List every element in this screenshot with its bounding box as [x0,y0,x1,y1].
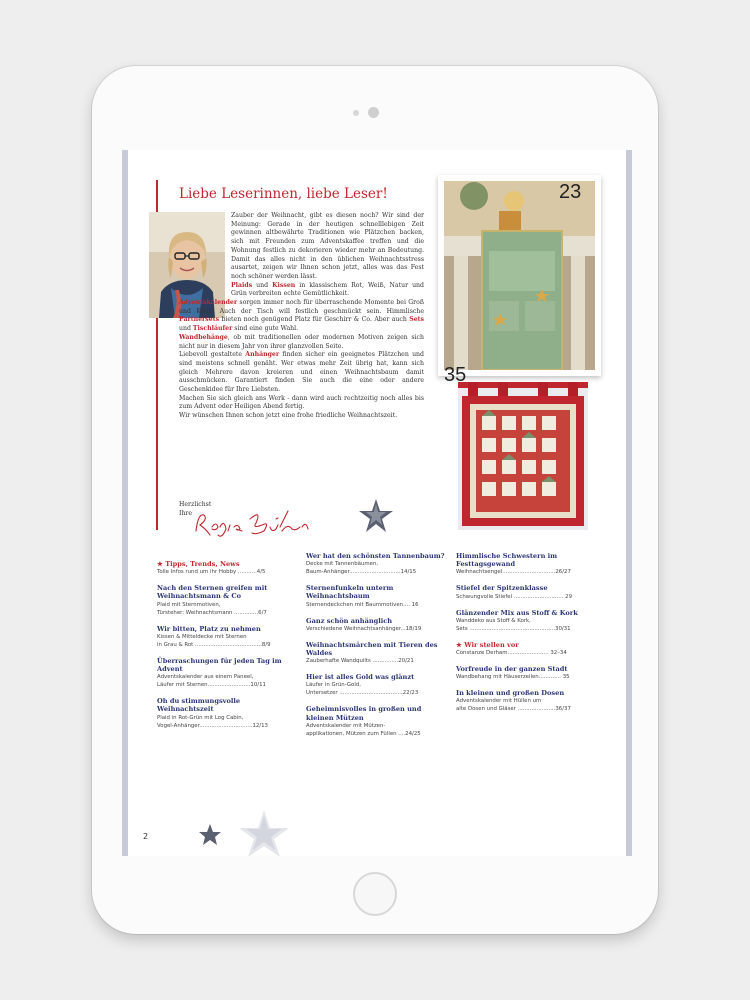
toc-column-1 [157,560,297,738]
toc-detail: Untersetzer .....................................22/23 [306,690,419,697]
toc-detail: Schwungvolle Stiefel ............................. 29 [456,593,573,600]
toc-detail: Vogel-Anhänger...............................12/13 [157,722,268,729]
toc-entry[interactable] [306,641,446,665]
magazine-page[interactable] [122,150,632,856]
intro-paragraph: Plaids und Kissen in klassischem Rot, Weiß, Natur und Grün verbreiten echte Gemütlichkeit. [231,281,425,298]
toc-title: Vorfreude in der ganzen Stadt [456,665,568,674]
photo-page-number: 23 [559,181,582,203]
sign-greeting: Herzlichst [179,501,212,508]
toc-entry[interactable] [306,705,446,737]
toc-detail: Kissen & Mitteldecke mit Sternen [157,633,247,640]
toc-title: Glänzender Mix aus Stoff & Kork [456,608,578,617]
sensor-dot [353,110,359,116]
toc-entry[interactable] [306,584,446,608]
toc-detail: Läufer in Grün-Gold, [306,682,361,689]
toc-entry[interactable] [157,697,297,729]
toc-detail: Plaid in Rot-Grün mit Log Cabin, [157,714,244,721]
toc-title: ★ Wir stellen vor [456,640,519,649]
toc-entry[interactable] [456,609,596,633]
toc-title: Weihnachtsmärchen mit Tieren des Waldes [306,640,438,658]
toc-detail: Adventskalender mit Hüllen um [456,698,542,705]
intro-paragraph: Adventskalender sorgen immer noch für überraschende Momente bei Groß und Klein. Auch der Tisch will festlich geschmückt sein. Himmlische Partnersets bieten noch genügend Platz für Geschirr & Co. Aber auch Sets und Tischläufer sind eine gute Wahl. [179,299,424,333]
toc-title: In kleinen und großen Dosen [456,689,565,698]
toc-entry[interactable] [157,657,297,689]
toc-title: Wir bitten, Platz zu nehmen [157,624,261,633]
front-camera [368,107,379,118]
toc-title: Oh du stimmungsvolle Weihnachtszeit [157,697,241,714]
toc-detail: Adventskalender mit Mützen- [306,722,386,729]
toc-column-3 [456,552,596,721]
intro-paragraph: Zauber der Weihnacht, gibt es diesen noch? Wir sind der Meinung: Gerade in der heutigen schnelllebigen Zeit gewinnen altbewährte Traditionen wie Plätzchen backen, sich mit Freunden zum Adventskaffee treffen und die Wohnung festlich zu dekorieren wieder mehr an Bedeutung. Damit das alles nicht in den üblichen Weihnachtsstress ausartet, zeigen wir Ihnen schon jetzt, alles was das Fest noch schöner werden lässt. [231,212,424,280]
toc-column-2 [306,552,446,746]
toc-detail: Sternendeckchen mit Baummotiven.... 16 [306,601,419,608]
toc-detail: Tolle Infos rund um ihr Hobby ...........4/5 [157,569,266,576]
toc-detail: alte Dosen und Gläser ......................36/37 [456,706,571,713]
intro-paragraph: Wandbehänge, ob mit traditionellen oder modernen Motiven zeigen sich nicht nur in diesem Jahr von ihrer glanzvollen Seite. [179,333,424,350]
toc-entry[interactable] [456,552,596,576]
handwritten-signature [192,505,332,540]
toc-detail: Adventskalender aus einem Paneel, [157,674,254,681]
toc-entry[interactable] [157,584,297,616]
toc-title: Hier ist alles Gold was glänzt [306,673,415,682]
toc-title: Himmlische Schwestern im Festtagsgewand [456,552,558,569]
toc-entry[interactable] [306,673,446,697]
feature-photo-table-runner[interactable] [438,175,601,376]
toc-detail: Türsteher: Weihnachtsmann ..............6/7 [157,609,267,616]
home-button[interactable] [353,872,397,916]
toc-detail: Constanze Derham........................ 32–34 [456,650,567,657]
editorial-text [179,212,424,421]
toc-detail: Plaid mit Sternmotiven, [157,601,221,608]
toc-detail: Wanddeko aus Stoff & Kork, [456,617,531,624]
toc-title: Geheimnisvolles in großen und kleinen Mützen [306,705,422,722]
editorial-heading: Liebe Leserinnen, liebe Leser! [179,186,388,202]
toc-title: Sternenfunkeln unterm Weihnachtsbaum [306,584,394,601]
toc-title: ★ Tipps, Trends, News [157,560,240,568]
toc-title: Nach den Sternen greifen mit Weihnachtsmann & Co [157,584,268,601]
toc-title: Wer hat den schönsten Tannenbaum? [306,552,445,560]
toc-detail: in Grau & Rot .......................................8/9 [157,641,271,648]
toc-entry[interactable] [456,665,596,681]
toc-entry[interactable] [456,641,596,657]
tablet-frame [92,66,658,934]
toc-title: Ganz schön anhänglich [306,616,393,625]
toc-entry[interactable] [157,560,297,576]
toc-detail: Verschiedene Weihnachtsanhänger...18/19 [306,625,422,632]
toc-entry[interactable] [456,689,596,713]
intro-paragraph: Wir wünschen Ihnen schon jetzt eine frohe friedliche Weihnachtszeit. [179,412,398,420]
feature-photo-wall-hanging[interactable] [444,364,588,530]
toc-detail: Läufer mit Sternen.........................10/11 [157,682,266,689]
photo-page-number: 35 [444,364,467,386]
toc-entry[interactable] [306,617,446,633]
toc-detail: applikationen, Mützen zum Füllen ....24/25 [306,730,421,737]
toc-entry[interactable] [306,552,446,576]
toc-detail: Weihnachtsengel...............................26/27 [456,569,571,576]
decorative-star-icon [358,498,394,534]
toc-detail: Decke mit Tannenbäumen, [306,561,379,568]
page-edge-right [626,150,632,856]
page-edge-left [122,150,128,856]
toc-detail: Wandbehang mit Häuserzeilen............. 35 [456,674,570,681]
intro-paragraph: Machen Sie sich gleich ans Werk - dann wird auch rechtzeitig noch alles bis zum Advent oder Heiligen Abend fertig. [179,394,424,411]
toc-detail: Zauberhafte Wandquilts ...............20/21 [306,658,414,665]
intro-paragraph: Liebevoll gestaltete Anhänger finden sicher ein geeignetes Plätzchen und sind meistens schnell genäht. Wer etwas mehr Zeit übrig hat, kann sich gleich Mehrere davon kreieren und einen Weihnachtsbaum damit ausschmücken. Garantiert finden Sie auch die eine oder andere Geschenkidee für Ihre Liebsten. [179,351,424,394]
page-number: 2 [143,832,149,841]
decorative-stars-icon [194,800,304,856]
toc-title: Überraschungen für jeden Tag im Advent [157,656,282,674]
toc-entry[interactable] [157,625,297,649]
toc-title: Stiefel der Spitzenklasse [456,584,548,593]
toc-entry[interactable] [456,584,596,600]
toc-detail: Baum-Anhänger..............................14/15 [306,569,417,576]
toc-detail: Sets ..................................................30/31 [456,625,571,632]
sign-yours: Ihre [179,510,193,517]
